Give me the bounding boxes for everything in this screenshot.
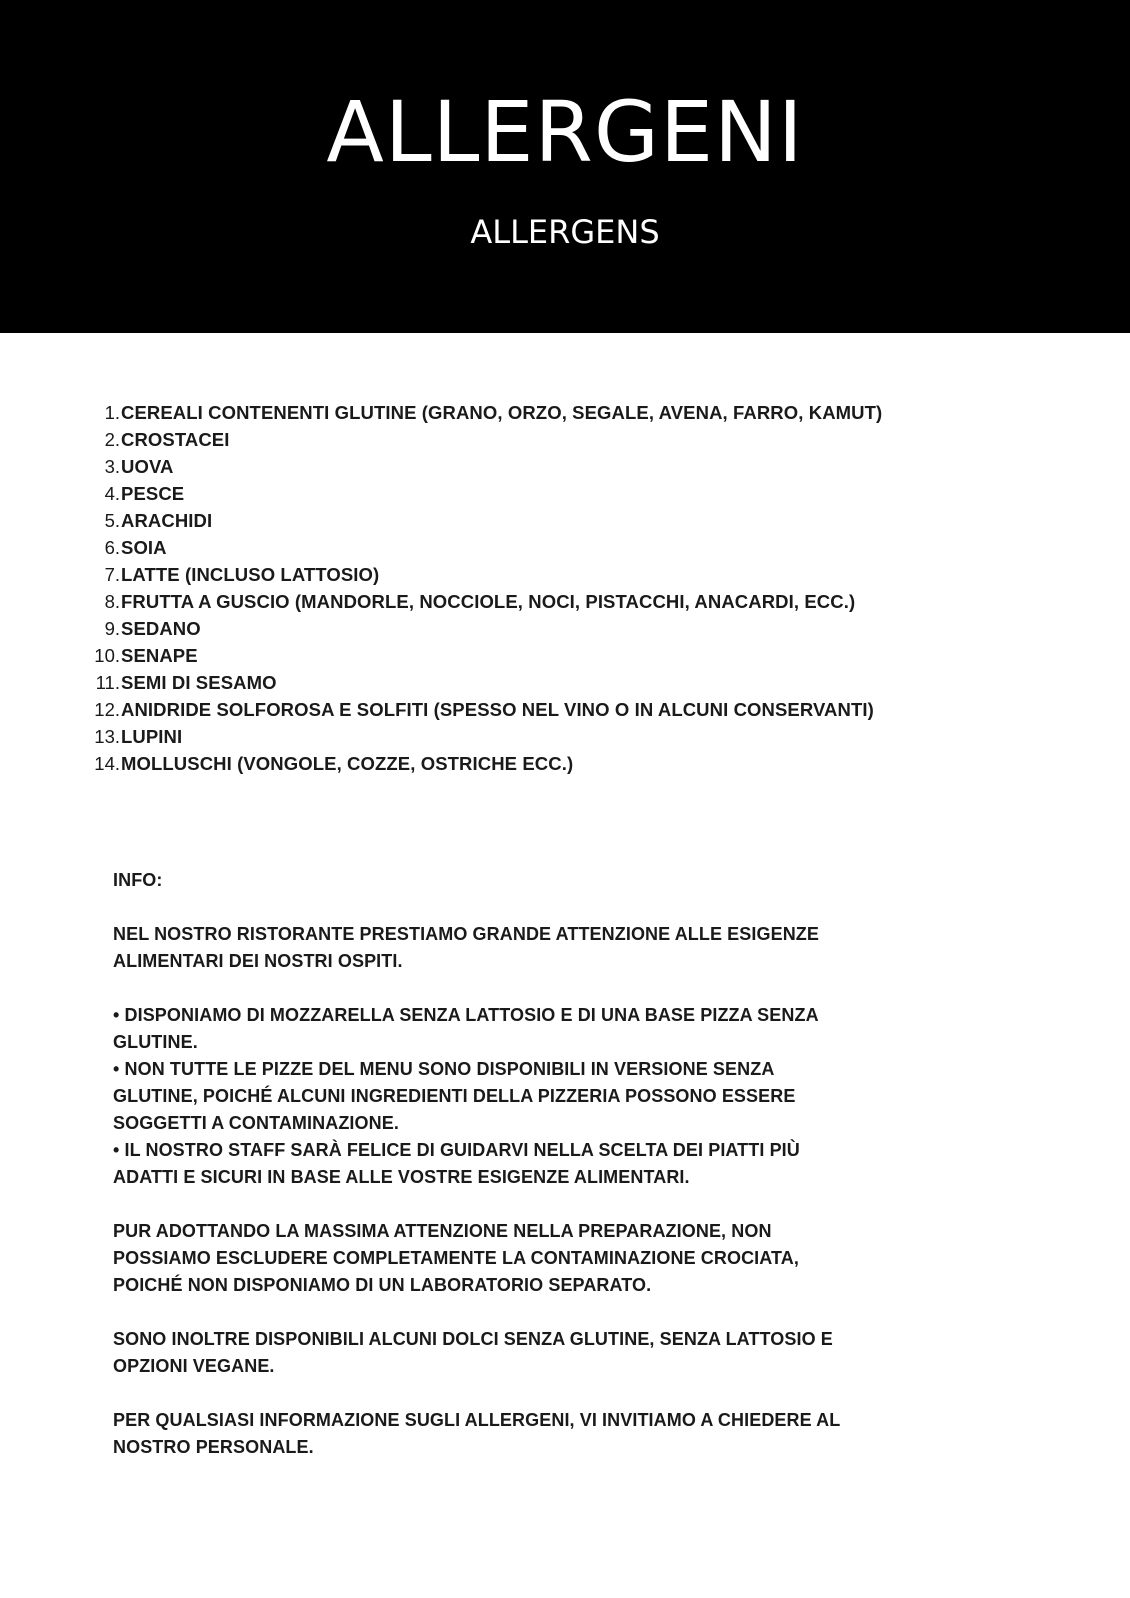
- spacer: [113, 975, 853, 1002]
- list-item: [88, 669, 882, 696]
- spacer: [113, 894, 853, 921]
- info-desserts: SONO INOLTRE DISPONIBILI ALCUNI DOLCI SENZA GLUTINE, SENZA LATTOSIO E OPZIONI VEGANE.: [113, 1329, 833, 1376]
- item-label: ANIDRIDE SOLFOROSA E SOLFITI (SPESSO NEL VINO O IN ALCUNI CONSERVANTI): [121, 699, 874, 720]
- info-contact: PER QUALSIASI INFORMAZIONE SUGLI ALLERGENI, VI INVITIAMO A CHIEDERE AL NOSTRO PERSONALE.: [113, 1410, 841, 1457]
- list-item: [88, 426, 882, 453]
- item-label: SEMI DI SESAMO: [121, 672, 277, 693]
- item-number: 9.: [104, 618, 120, 639]
- item-number: 10.: [94, 645, 120, 666]
- item-label: SEDANO: [121, 618, 201, 639]
- list-item: [88, 507, 882, 534]
- info-section: [113, 867, 853, 1461]
- list-item: [88, 588, 882, 615]
- list-item: [88, 750, 882, 777]
- list-item: [88, 453, 882, 480]
- list-item: [88, 723, 882, 750]
- item-label: PESCE: [121, 483, 185, 504]
- item-number: 14.: [94, 753, 120, 774]
- item-label: CEREALI CONTENENTI GLUTINE (GRANO, ORZO, SEGALE, AVENA, FARRO, KAMUT): [121, 402, 883, 423]
- list-item: [88, 534, 882, 561]
- info-heading: INFO:: [113, 870, 163, 890]
- item-label: UOVA: [121, 456, 174, 477]
- spacer: [113, 1380, 853, 1407]
- item-number: 8.: [104, 591, 120, 612]
- item-number: 2.: [104, 429, 120, 450]
- item-label: SOIA: [121, 537, 167, 558]
- item-number: 6.: [104, 537, 120, 558]
- spacer: [113, 1191, 853, 1218]
- item-label: MOLLUSCHI (VONGOLE, COZZE, OSTRICHE ECC.): [121, 753, 574, 774]
- item-number: 12.: [94, 699, 120, 720]
- page-subtitle: ALLERGENS: [470, 213, 660, 251]
- item-number: 5.: [104, 510, 120, 531]
- info-disclaimer: PUR ADOTTANDO LA MASSIMA ATTENZIONE NELLA PREPARAZIONE, NON POSSIAMO ESCLUDERE COMPLETAMENTE LA CONTAMINAZIONE CROCIATA, POICHÉ NON DISPONIAMO DI UN LABORATORIO SEPARATO.: [113, 1221, 799, 1295]
- item-number: 13.: [94, 726, 120, 747]
- info-intro: NEL NOSTRO RISTORANTE PRESTIAMO GRANDE ATTENZIONE ALLE ESIGENZE ALIMENTARI DEI NOSTRI OSPITI.: [113, 924, 820, 971]
- list-item: [88, 480, 882, 507]
- page-title: ALLERGENI: [326, 83, 804, 181]
- info-bullet: • NON TUTTE LE PIZZE DEL MENU SONO DISPONIBILI IN VERSIONE SENZA GLUTINE, POICHÉ ALCUNI INGREDIENTI DELLA PIZZERIA POSSONO ESSERE SOGGETTI A CONTAMINAZIONE.: [113, 1059, 796, 1133]
- item-number: 4.: [104, 483, 120, 504]
- list-item: [88, 696, 882, 723]
- item-label: LATTE (INCLUSO LATTOSIO): [121, 564, 380, 585]
- list-item: [88, 561, 882, 588]
- spacer: [113, 1299, 853, 1326]
- item-label: SENAPE: [121, 645, 198, 666]
- item-label: LUPINI: [121, 726, 183, 747]
- list-item: [88, 399, 882, 426]
- item-number: 7.: [104, 564, 120, 585]
- info-bullet: • IL NOSTRO STAFF SARÀ FELICE DI GUIDARVI NELLA SCELTA DEI PIATTI PIÙ ADATTI E SICURI IN BASE ALLE VOSTRE ESIGENZE ALIMENTARI.: [113, 1140, 800, 1187]
- header-banner: [0, 0, 1130, 333]
- info-bullet: • DISPONIAMO DI MOZZARELLA SENZA LATTOSIO E DI UNA BASE PIZZA SENZA GLUTINE.: [113, 1005, 819, 1052]
- list-item: [88, 642, 882, 669]
- item-label: FRUTTA A GUSCIO (MANDORLE, NOCCIOLE, NOCI, PISTACCHI, ANACARDI, ECC.): [121, 591, 856, 612]
- item-label: CROSTACEI: [121, 429, 230, 450]
- item-number: 1.: [104, 402, 120, 423]
- item-number: 11.: [95, 672, 120, 693]
- allergen-list: [88, 399, 882, 777]
- list-item: [88, 615, 882, 642]
- item-label: ARACHIDI: [121, 510, 213, 531]
- item-number: 3.: [104, 456, 120, 477]
